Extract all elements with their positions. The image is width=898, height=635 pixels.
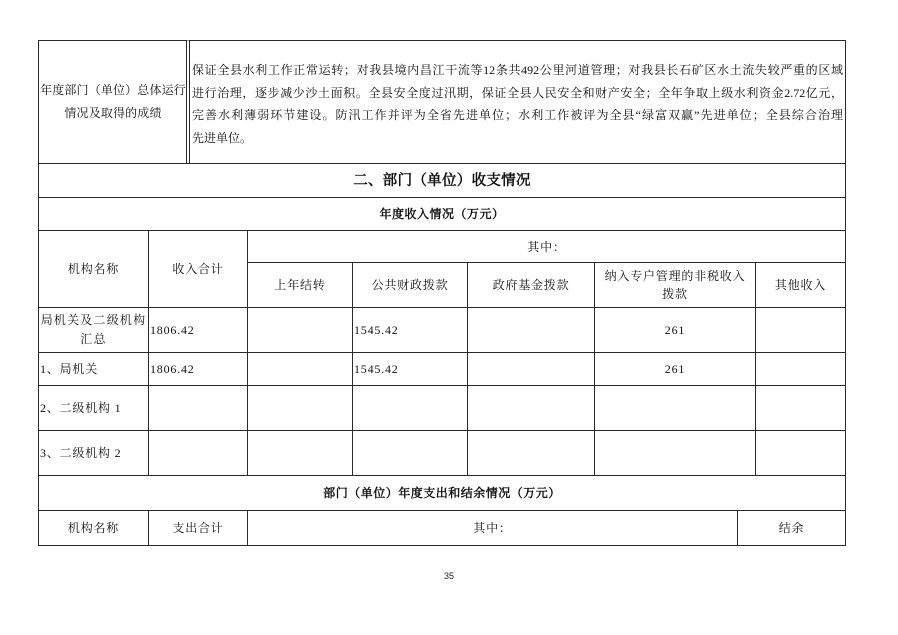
income-row-carryover [247,385,353,431]
income-header-total: 收入合计 [148,230,248,308]
income-row-gov-fund [467,307,595,353]
section-title: 二、部门（单位）收支情况 [38,163,846,198]
summary-label: 年度部门（单位）总体运行情况及取得的成绩 [38,40,187,164]
income-row-carryover [247,307,353,353]
income-header-org-name: 机构名称 [38,230,149,308]
income-row-gov-fund [467,430,595,476]
income-row-public-finance [352,430,468,476]
income-row-total [148,385,248,431]
income-row-public-finance [352,385,468,431]
income-row-name: 2、二级机构 1 [38,385,149,431]
income-row-gov-fund [467,385,595,431]
income-row-total: 1806.42 [148,352,248,386]
expense-table-title: 部门（单位）年度支出和结余情况（万元） [38,475,846,511]
summary-line-4: 先进单位。 [192,131,253,146]
income-row-name: 局机关及二级机构汇总 [38,307,149,353]
summary-line-2: 进行治理，逐步减少沙土面积。全县安全度过汛期，保证全县人民安全和财产安全；全年争取上级水利资金2.72亿元， [192,85,843,100]
summary-content [186,40,846,164]
income-row-non-tax [594,385,756,431]
summary-line-1: 保证全县水利工作正常运转；对我县境内昌江干流等12条共492公里河道管理；对我县长石矿区水土流失较严重的区域 [192,63,843,77]
income-header-public-finance: 公共财政拨款 [352,262,468,308]
expense-header-of-which: 其中： [247,510,738,546]
income-header-other: 其他收入 [755,262,846,308]
income-row-non-tax: 261 [594,307,756,353]
income-row-other [755,352,846,386]
income-row-other [755,385,846,431]
summary-line-3: 完善水利薄弱环节建设。防汛工作并评为全省先进单位；水利工作被评为全县“绿富双赢”先进单位；全县综合治理 [192,108,843,123]
income-row-non-tax: 261 [594,352,756,386]
income-row-carryover [247,430,353,476]
income-row-non-tax [594,430,756,476]
income-row-public-finance: 1545.42 [352,307,468,353]
income-row-other [755,307,846,353]
income-row-gov-fund [467,352,595,386]
expense-header-org-name: 机构名称 [38,510,149,546]
expense-header-total: 支出合计 [148,510,248,546]
income-row-total: 1806.42 [148,307,248,353]
expense-header-balance: 结余 [737,510,846,546]
income-table-title: 年度收入情况（万元） [38,197,846,231]
income-header-gov-fund: 政府基金拨款 [467,262,595,308]
page-number: 35 [443,571,454,581]
income-row-name: 1、局机关 [38,352,149,386]
income-row-total [148,430,248,476]
income-row-other [755,430,846,476]
income-header-of-which: 其中： [247,230,846,263]
income-header-non-tax: 纳入专户管理的非税收入拨款 [594,262,756,308]
income-row-carryover [247,352,353,386]
income-row-public-finance: 1545.42 [352,352,468,386]
income-header-carryover: 上年结转 [247,262,353,308]
income-row-name: 3、二级机构 2 [38,430,149,476]
